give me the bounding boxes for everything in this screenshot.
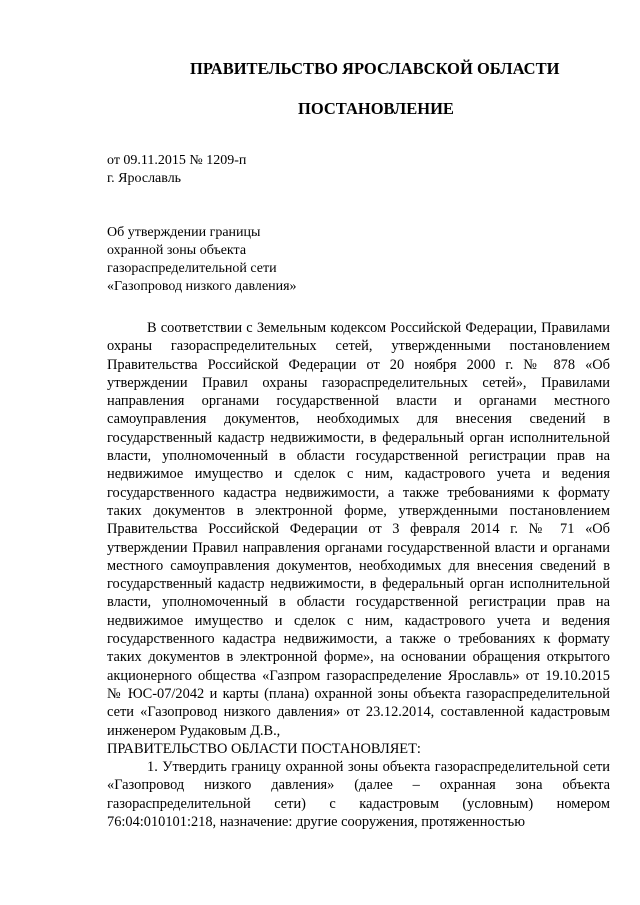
document-body: [107, 319, 610, 831]
decree-line: ПРАВИТЕЛЬСТВО ОБЛАСТИ ПОСТАНОВЛЯЕТ:: [107, 740, 421, 757]
item-1-paragraph: 1. Утвердить границу охранной зоны объекта газораспределительной сети «Газопровод низкого давления» (далее – охранная зона объекта газораспределительной сети) с кадастровым (условным) номером 76:04:010101:218, назначение: другие сооружения, протяженностью: [107, 759, 610, 831]
preamble-paragraph: В соответствии с Земельным кодексом Российской Федерации, Правилами охраны газораспределительных сетей, утвержденными постановлением Правительства Российской Федерации от 20 ноября 2000 г. № 878 «Об утверждении Правил охраны газораспределительных сетей», Правилами направления органами государственной власти и органами местного самоуправления документов, необходимых для внесения сведений в государственный кадастр недвижимости, в федеральный орган исполнительной власти, уполномоченный в области государственной регистрации прав на недвижимое имущество и сделок с ним, кадастрового учета и ведения государственного кадастра недвижимости, а также требованиями к формату таких документов в электронной форме, утвержденными постановлением Правительства Российской Федерации от 3 февраля 2014 г. № 71 «Об утверждении Правил направления органами государственной власти и органами местного самоуправления документов, необходимых для внесения сведений в государственный кадастр недвижимости, в федеральный орган исполнительной власти, уполномоченный в области государственной регистрации прав на недвижимое имущество и сделок с ним, кадастрового учета и ведения государственного кадастра недвижимости, а также о требованиях к формату таких документов в электронной форме», на основании обращения открытого акционерного общества «Газпром газораспределение Ярославль» от 19.10.2015 № ЮС-07/2042 и карты (плана) охранной зоны объекта газораспределительной сети «Газопровод низкого давления» от 23.12.2014, составленной кадастровым инженером Рудаковым Д.В.,: [107, 320, 610, 739]
government-title: ПРАВИТЕЛЬСТВО ЯРОСЛАВСКОЙ ОБЛАСТИ: [190, 59, 560, 78]
document-date-number: от 09.11.2015 № 1209-п: [107, 153, 247, 168]
subject-line: «Газопровод низкого давления»: [107, 279, 297, 294]
document-subject: [107, 224, 297, 296]
subject-line: Об утверждении границы: [107, 225, 261, 240]
subject-line: газораспределительной сети: [107, 261, 277, 276]
document-meta: [107, 152, 246, 188]
document-city: г. Ярославль: [107, 171, 182, 186]
document-type-title: ПОСТАНОВЛЕНИЕ: [298, 99, 454, 118]
subject-line: охранной зоны объекта: [107, 243, 247, 258]
